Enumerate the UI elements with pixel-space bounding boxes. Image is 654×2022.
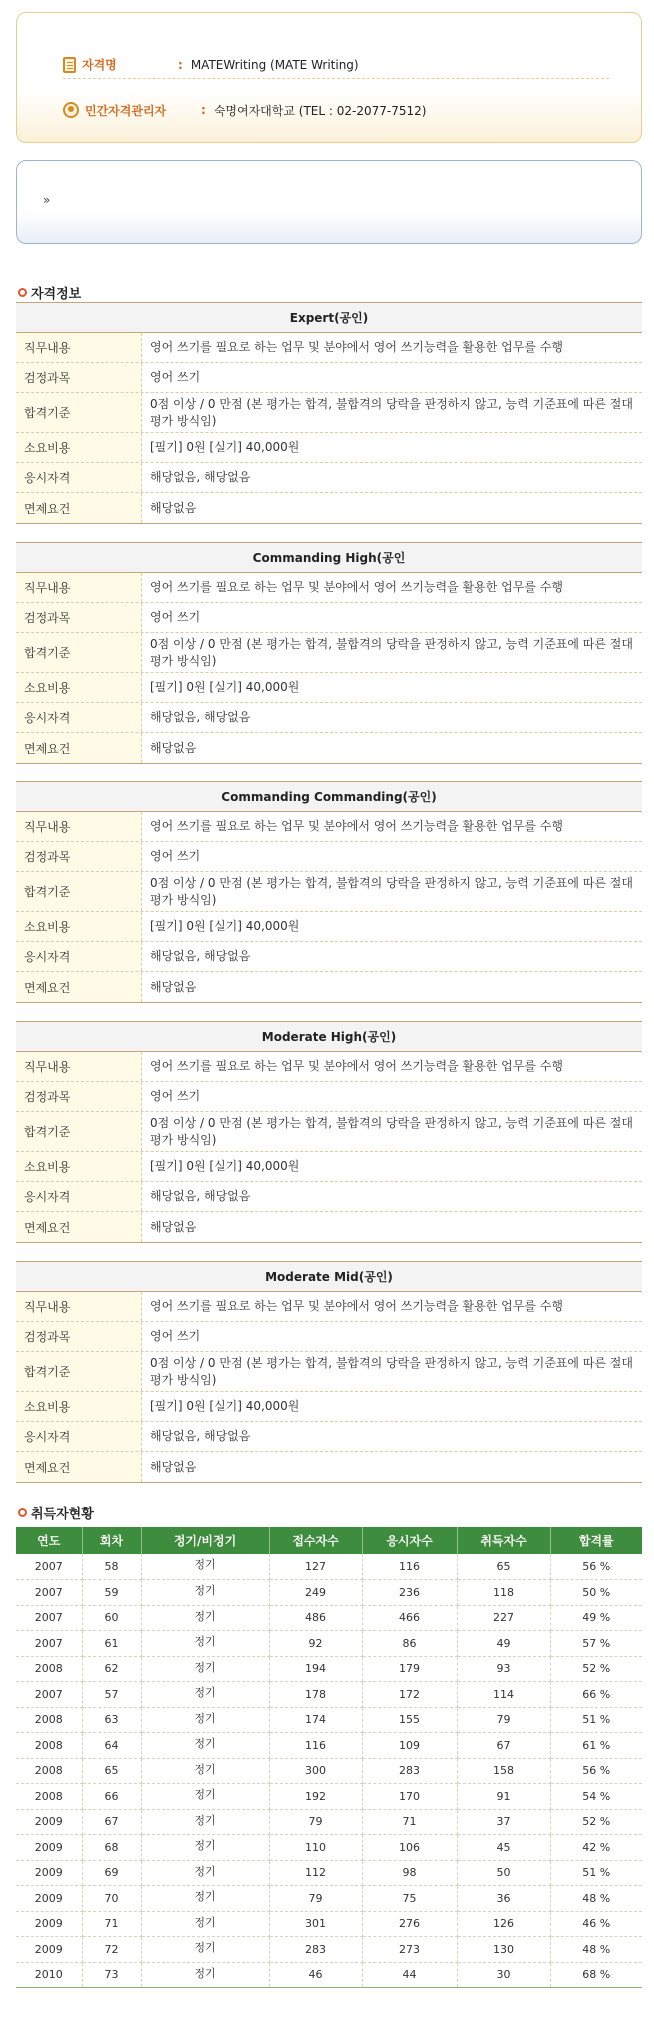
info-label: 직무내용: [16, 573, 142, 602]
table-cell: 71: [82, 1911, 141, 1937]
column-header: 정기/비정기: [141, 1527, 269, 1554]
qualification-block-title: Commanding Commanding(공인): [16, 782, 642, 812]
acquirer-stats-table: [16, 1527, 642, 1988]
section-title-text: 자격정보: [31, 287, 82, 302]
table-cell: 2007: [16, 1554, 82, 1580]
info-value: 영어 쓰기: [150, 610, 201, 624]
info-row-cost: [16, 912, 642, 942]
table-cell: 178: [269, 1682, 362, 1708]
table-cell: 179: [362, 1656, 457, 1682]
info-row-criteria: [16, 1352, 642, 1392]
table-cell: 62: [82, 1656, 141, 1682]
info-value: 해당없음: [150, 740, 197, 755]
info-row-subject: [16, 1322, 642, 1352]
table-cell: 정기: [141, 1733, 269, 1759]
table-cell: 283: [269, 1937, 362, 1963]
table-cell: 정기: [141, 1911, 269, 1937]
info-value: [필기] 0원 [실기] 40,000원: [150, 1159, 300, 1173]
info-label: 면제요건: [16, 972, 142, 1002]
table-row: [16, 1707, 642, 1733]
info-value: 해당없음, 해당없음: [150, 470, 251, 484]
column-header: 회차: [82, 1527, 141, 1554]
info-row-duty: [16, 1052, 642, 1082]
table-row: [16, 1631, 642, 1657]
info-value: 영어 쓰기를 필요로 하는 업무 및 분야에서 영어 쓰기능력을 활용한 업무를 수행: [150, 1059, 563, 1073]
section-title-text: 취득자현황: [31, 1507, 94, 1522]
table-cell: 48 %: [550, 1886, 642, 1912]
table-cell: 정기: [141, 1937, 269, 1963]
table-cell: 정기: [141, 1860, 269, 1886]
table-cell: 49 %: [550, 1605, 642, 1631]
table-cell: 2009: [16, 1911, 82, 1937]
info-label: 검정과목: [16, 842, 142, 871]
table-cell: 158: [457, 1758, 550, 1784]
info-row-exemption: [16, 493, 642, 523]
table-cell: 67: [82, 1809, 141, 1835]
table-cell: 50 %: [550, 1580, 642, 1606]
info-value: 해당없음, 해당없음: [150, 1189, 251, 1203]
info-value: 영어 쓰기: [150, 849, 201, 863]
info-value: 영어 쓰기를 필요로 하는 업무 및 분야에서 영어 쓰기능력을 활용한 업무를 수행: [150, 580, 563, 594]
info-row-eligibility: [16, 1182, 642, 1212]
table-row: [16, 1911, 642, 1937]
info-value: 해당없음: [150, 1459, 197, 1474]
table-cell: 91: [457, 1784, 550, 1810]
table-cell: 2008: [16, 1733, 82, 1759]
info-value: 해당없음, 해당없음: [150, 1429, 251, 1443]
table-header-row: [16, 1527, 642, 1554]
table-row: [16, 1580, 642, 1606]
stats-title: [18, 1503, 94, 1522]
table-cell: 98: [362, 1860, 457, 1886]
table-cell: 42 %: [550, 1835, 642, 1861]
info-value: 0점 이상 / 0 만점 (본 평가는 합격, 불합격의 당락을 판정하지 않고, 능력 기준표에 따른 절대평가 방식임): [150, 396, 633, 428]
info-row-eligibility: [16, 463, 642, 493]
table-cell: 67: [457, 1733, 550, 1759]
info-label: 직무내용: [16, 333, 142, 362]
info-value: 영어 쓰기를 필요로 하는 업무 및 분야에서 영어 쓰기능력을 활용한 업무를 수행: [150, 340, 563, 354]
table-cell: 58: [82, 1554, 141, 1580]
info-value: 해당없음, 해당없음: [150, 710, 251, 724]
info-row-eligibility: [16, 1422, 642, 1452]
table-cell: 71: [362, 1809, 457, 1835]
table-cell: 301: [269, 1911, 362, 1937]
info-row-duty: [16, 812, 642, 842]
qualification-header-box: [16, 12, 642, 143]
document-icon: [63, 57, 76, 73]
table-cell: 정기: [141, 1886, 269, 1912]
table-cell: 236: [362, 1580, 457, 1606]
info-label: 면제요건: [16, 1212, 142, 1242]
info-value: 해당없음: [150, 500, 197, 515]
table-cell: 56 %: [550, 1554, 642, 1580]
table-row: [16, 1758, 642, 1784]
table-cell: 정기: [141, 1758, 269, 1784]
qualification-name-row: [63, 51, 609, 79]
qualification-block-title: Moderate Mid(공인): [16, 1262, 642, 1292]
table-cell: 86: [362, 1631, 457, 1657]
table-cell: 93: [457, 1656, 550, 1682]
table-cell: 68: [82, 1835, 141, 1861]
info-row-cost: [16, 1152, 642, 1182]
info-label: 합격기준: [16, 872, 142, 911]
info-row-criteria: [16, 393, 642, 433]
notice-mark: »: [43, 193, 51, 207]
table-cell: 63: [82, 1707, 141, 1733]
table-row: [16, 1937, 642, 1963]
column-header: 취득자수: [457, 1527, 550, 1554]
table-cell: 109: [362, 1733, 457, 1759]
info-label: 면제요건: [16, 1452, 142, 1482]
table-row: [16, 1554, 642, 1580]
info-row-eligibility: [16, 703, 642, 733]
qualification-block-title: Moderate High(공인): [16, 1022, 642, 1052]
table-cell: 정기: [141, 1835, 269, 1861]
table-cell: 2010: [16, 1962, 82, 1988]
info-label: 검정과목: [16, 1082, 142, 1111]
info-row-criteria: [16, 1112, 642, 1152]
table-cell: 49: [457, 1631, 550, 1657]
table-cell: 192: [269, 1784, 362, 1810]
table-cell: 75: [362, 1886, 457, 1912]
table-cell: 2007: [16, 1605, 82, 1631]
qualification-block-title: Expert(공인): [16, 303, 642, 333]
table-cell: 2008: [16, 1784, 82, 1810]
table-cell: 45: [457, 1835, 550, 1861]
info-row-subject: [16, 1082, 642, 1112]
table-cell: 69: [82, 1860, 141, 1886]
qualification-name-value: MATEWriting (MATE Writing): [190, 57, 359, 72]
colon: :: [178, 57, 183, 72]
table-cell: 51 %: [550, 1860, 642, 1886]
table-cell: 172: [362, 1682, 457, 1708]
info-label: 면제요건: [16, 493, 142, 523]
table-cell: 65: [457, 1554, 550, 1580]
table-cell: 2007: [16, 1580, 82, 1606]
info-label: 응시자격: [16, 942, 142, 971]
table-cell: 50: [457, 1860, 550, 1886]
info-value: 영어 쓰기: [150, 1089, 201, 1103]
table-cell: 300: [269, 1758, 362, 1784]
info-value: [필기] 0원 [실기] 40,000원: [150, 1399, 300, 1413]
table-cell: 정기: [141, 1682, 269, 1708]
table-cell: 79: [269, 1809, 362, 1835]
table-cell: 36: [457, 1886, 550, 1912]
table-cell: 79: [269, 1886, 362, 1912]
qualification-block: [16, 1021, 642, 1243]
table-cell: 2008: [16, 1656, 82, 1682]
table-cell: 72: [82, 1937, 141, 1963]
table-cell: 37: [457, 1809, 550, 1835]
table-cell: 65: [82, 1758, 141, 1784]
table-cell: 70: [82, 1886, 141, 1912]
table-cell: 61 %: [550, 1733, 642, 1759]
table-cell: 127: [269, 1554, 362, 1580]
table-cell: 110: [269, 1835, 362, 1861]
table-cell: 79: [457, 1707, 550, 1733]
table-cell: 56 %: [550, 1758, 642, 1784]
info-value: 영어 쓰기: [150, 1329, 201, 1343]
table-cell: 46 %: [550, 1911, 642, 1937]
table-cell: 486: [269, 1605, 362, 1631]
table-row: [16, 1886, 642, 1912]
table-cell: 155: [362, 1707, 457, 1733]
info-label: 응시자격: [16, 1182, 142, 1211]
table-row: [16, 1656, 642, 1682]
table-cell: 2007: [16, 1682, 82, 1708]
info-label: 검정과목: [16, 603, 142, 632]
table-cell: 2008: [16, 1707, 82, 1733]
table-cell: 57 %: [550, 1631, 642, 1657]
info-label: 검정과목: [16, 1322, 142, 1351]
table-cell: 51 %: [550, 1707, 642, 1733]
qualification-info-title: [18, 283, 81, 302]
table-cell: 116: [362, 1554, 457, 1580]
table-cell: 61: [82, 1631, 141, 1657]
table-row: [16, 1860, 642, 1886]
column-header: 연도: [16, 1527, 82, 1554]
info-label: 소요비용: [16, 1152, 142, 1181]
info-row-duty: [16, 573, 642, 603]
table-cell: 정기: [141, 1605, 269, 1631]
column-header: 접수자수: [269, 1527, 362, 1554]
table-cell: 66: [82, 1784, 141, 1810]
info-value: 해당없음, 해당없음: [150, 949, 251, 963]
table-cell: 73: [82, 1962, 141, 1988]
table-cell: 2008: [16, 1758, 82, 1784]
table-cell: 2007: [16, 1631, 82, 1657]
qualification-block: [16, 1261, 642, 1483]
table-cell: 2009: [16, 1886, 82, 1912]
info-row-cost: [16, 673, 642, 703]
info-row-exemption: [16, 1212, 642, 1242]
table-row: [16, 1962, 642, 1988]
info-label: 직무내용: [16, 1292, 142, 1321]
column-header: 합격률: [550, 1527, 642, 1554]
table-cell: 30: [457, 1962, 550, 1988]
table-row: [16, 1682, 642, 1708]
bullet-icon: [18, 1508, 27, 1517]
info-label: 직무내용: [16, 812, 142, 841]
manager-row: [63, 96, 609, 124]
info-label: 소요비용: [16, 912, 142, 941]
info-value: 0점 이상 / 0 만점 (본 평가는 합격, 불합격의 당락을 판정하지 않고, 능력 기준표에 따른 절대평가 방식임): [150, 875, 633, 907]
info-label: 소요비용: [16, 433, 142, 462]
table-cell: 66 %: [550, 1682, 642, 1708]
table-cell: 114: [457, 1682, 550, 1708]
table-row: [16, 1835, 642, 1861]
info-label: 응시자격: [16, 1422, 142, 1451]
info-value: 해당없음: [150, 1219, 197, 1234]
info-label: 직무내용: [16, 1052, 142, 1081]
info-value: 영어 쓰기: [150, 370, 201, 384]
info-label: 소요비용: [16, 673, 142, 702]
qualification-name-label: 자격명: [82, 58, 117, 72]
info-row-exemption: [16, 972, 642, 1002]
table-cell: 130: [457, 1937, 550, 1963]
info-row-subject: [16, 842, 642, 872]
table-cell: 116: [269, 1733, 362, 1759]
person-icon: [63, 102, 79, 118]
info-label: 응시자격: [16, 703, 142, 732]
qualification-block: [16, 781, 642, 1003]
table-cell: 273: [362, 1937, 457, 1963]
info-row-eligibility: [16, 942, 642, 972]
table-cell: 59: [82, 1580, 141, 1606]
table-cell: 2009: [16, 1860, 82, 1886]
bullet-icon: [18, 288, 27, 297]
info-label: 합격기준: [16, 393, 142, 432]
table-cell: 170: [362, 1784, 457, 1810]
table-row: [16, 1809, 642, 1835]
table-cell: 64: [82, 1733, 141, 1759]
info-row-subject: [16, 603, 642, 633]
table-cell: 정기: [141, 1809, 269, 1835]
table-cell: 60: [82, 1605, 141, 1631]
qualification-block-title: Commanding High(공인: [16, 543, 642, 573]
table-cell: 227: [457, 1605, 550, 1631]
info-label: 합격기준: [16, 1112, 142, 1151]
table-cell: 48 %: [550, 1937, 642, 1963]
info-row-criteria: [16, 633, 642, 673]
table-cell: 정기: [141, 1784, 269, 1810]
info-label: 합격기준: [16, 633, 142, 672]
table-cell: 126: [457, 1911, 550, 1937]
table-cell: 52 %: [550, 1809, 642, 1835]
info-value: 해당없음: [150, 979, 197, 994]
table-cell: 정기: [141, 1656, 269, 1682]
info-label: 합격기준: [16, 1352, 142, 1391]
table-cell: 92: [269, 1631, 362, 1657]
table-row: [16, 1784, 642, 1810]
info-row-duty: [16, 1292, 642, 1322]
table-cell: 정기: [141, 1554, 269, 1580]
table-cell: 정기: [141, 1580, 269, 1606]
table-cell: 46: [269, 1962, 362, 1988]
notice-box: [16, 160, 642, 244]
manager-label: 민간자격관리자: [85, 103, 167, 118]
table-cell: 112: [269, 1860, 362, 1886]
table-cell: 283: [362, 1758, 457, 1784]
table-cell: 2009: [16, 1835, 82, 1861]
info-row-duty: [16, 333, 642, 363]
colon: :: [201, 103, 206, 117]
info-label: 면제요건: [16, 733, 142, 763]
info-label: 검정과목: [16, 363, 142, 392]
info-value: [필기] 0원 [실기] 40,000원: [150, 919, 300, 933]
manager-value: 숙명여자대학교 (TEL : 02-2077-7512): [213, 103, 427, 118]
column-header: 응시자수: [362, 1527, 457, 1554]
qualification-block: [16, 302, 642, 524]
table-cell: 정기: [141, 1631, 269, 1657]
info-row-exemption: [16, 1452, 642, 1482]
table-cell: 57: [82, 1682, 141, 1708]
table-cell: 276: [362, 1911, 457, 1937]
info-value: 0점 이상 / 0 만점 (본 평가는 합격, 불합격의 당락을 판정하지 않고, 능력 기준표에 따른 절대평가 방식임): [150, 1355, 633, 1387]
info-label: 소요비용: [16, 1392, 142, 1421]
info-value: 영어 쓰기를 필요로 하는 업무 및 분야에서 영어 쓰기능력을 활용한 업무를 수행: [150, 1299, 563, 1313]
table-cell: 106: [362, 1835, 457, 1861]
table-row: [16, 1605, 642, 1631]
table-cell: 118: [457, 1580, 550, 1606]
table-cell: 194: [269, 1656, 362, 1682]
table-cell: 54 %: [550, 1784, 642, 1810]
info-row-criteria: [16, 872, 642, 912]
table-cell: 2009: [16, 1809, 82, 1835]
info-value: 영어 쓰기를 필요로 하는 업무 및 분야에서 영어 쓰기능력을 활용한 업무를 수행: [150, 819, 563, 833]
table-cell: 정기: [141, 1962, 269, 1988]
info-value: [필기] 0원 [실기] 40,000원: [150, 680, 300, 694]
info-row-exemption: [16, 733, 642, 763]
table-cell: 68 %: [550, 1962, 642, 1988]
info-value: [필기] 0원 [실기] 40,000원: [150, 440, 300, 454]
info-label: 응시자격: [16, 463, 142, 492]
info-value: 0점 이상 / 0 만점 (본 평가는 합격, 불합격의 당락을 판정하지 않고, 능력 기준표에 따른 절대평가 방식임): [150, 1115, 633, 1147]
table-cell: 174: [269, 1707, 362, 1733]
table-cell: 466: [362, 1605, 457, 1631]
table-cell: 249: [269, 1580, 362, 1606]
info-value: 0점 이상 / 0 만점 (본 평가는 합격, 불합격의 당락을 판정하지 않고, 능력 기준표에 따른 절대평가 방식임): [150, 636, 633, 668]
table-cell: 44: [362, 1962, 457, 1988]
table-row: [16, 1733, 642, 1759]
table-cell: 정기: [141, 1707, 269, 1733]
table-cell: 2009: [16, 1937, 82, 1963]
info-row-subject: [16, 363, 642, 393]
info-row-cost: [16, 1392, 642, 1422]
table-cell: 52 %: [550, 1656, 642, 1682]
qualification-block: [16, 542, 642, 764]
info-row-cost: [16, 433, 642, 463]
